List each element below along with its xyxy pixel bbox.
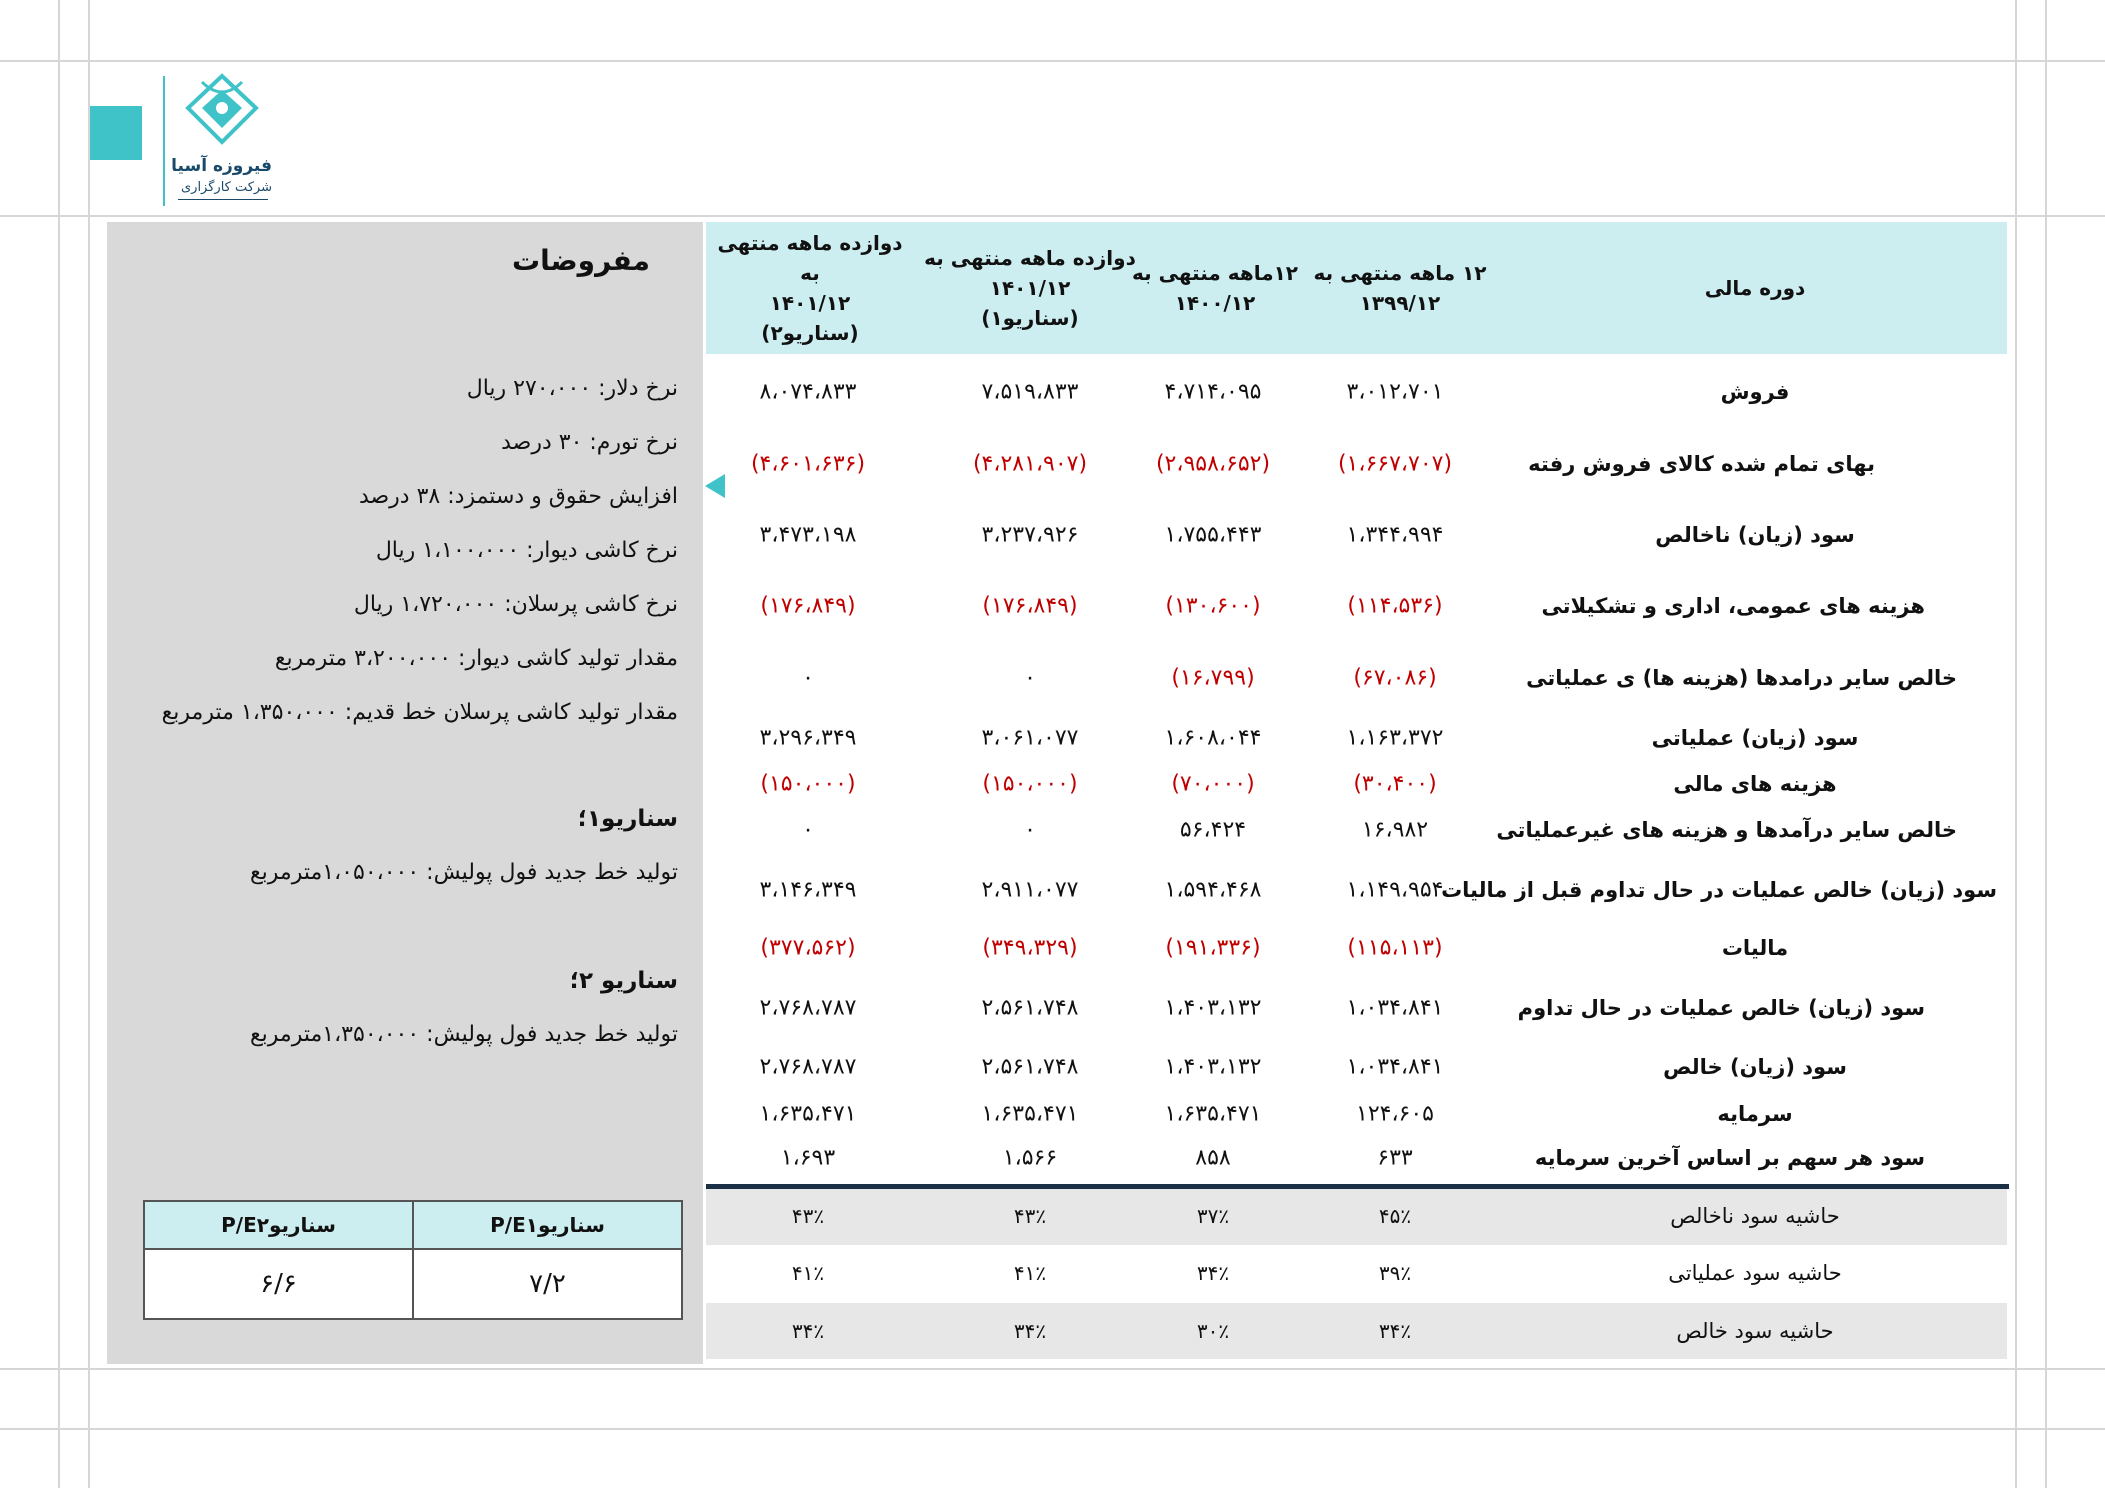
scenario2-title: سناریو ۲؛ bbox=[569, 968, 678, 994]
assumption-wall-tile-volume: مقدار تولید کاشی دیوار: ۳،۲۰۰،۰۰۰ مترمربع bbox=[274, 646, 678, 671]
row-value: ۴،۷۱۴،۰۹۵ bbox=[1164, 379, 1262, 405]
row-value: (۴،۶۰۱،۶۳۶) bbox=[750, 451, 866, 477]
margin-value: ۳۴٪ bbox=[791, 1319, 825, 1343]
row-label: خالص سایر درامدها (هزینه ها) ی عملیاتی bbox=[1526, 666, 1957, 690]
assumptions-title: مفروضات bbox=[511, 244, 650, 277]
margin-label: حاشیه سود ناخالص bbox=[1670, 1204, 1840, 1228]
row-value: ۳،۱۴۶،۳۴۹ bbox=[759, 877, 857, 903]
row-value: (۱۹۱،۳۳۶) bbox=[1165, 935, 1261, 961]
header-col-1401-s2: دوازده ماهه منتهی به ۱۴۰۱/۱۲ (سناریو۲) bbox=[717, 231, 903, 345]
header-period-label: دوره مالی bbox=[1704, 276, 1806, 300]
header-col-1400: ۱۲ماهه منتهی به ۱۴۰۰/۱۲ bbox=[1131, 261, 1299, 315]
pe-value-scenario1: ۷/۲ bbox=[412, 1250, 681, 1318]
pe-header-row bbox=[145, 1202, 681, 1250]
grid-line bbox=[0, 1428, 2105, 1430]
row-value: ۱،۰۳۴،۸۴۱ bbox=[1346, 1054, 1444, 1080]
pe-header-scenario2: P/Eسناریو۲ bbox=[221, 1213, 336, 1237]
scenario1-text: تولید خط جدید فول پولیش: ۱،۰۵۰،۰۰۰مترمربع bbox=[249, 860, 678, 885]
assumption-wage-increase: افزایش حقوق و دستمزد: ۳۸ درصد bbox=[358, 484, 678, 509]
row-label: مالیات bbox=[1721, 936, 1789, 960]
assumption-dollar-rate: نرخ دلار: ۲۷۰،۰۰۰ ریال bbox=[466, 376, 678, 401]
row-label: فروش bbox=[1720, 380, 1790, 404]
row-label: سود (زیان) ناخالص bbox=[1655, 523, 1855, 547]
row-value: ۱،۱۶۳،۳۷۲ bbox=[1346, 725, 1444, 751]
row-value: ۰ bbox=[1024, 665, 1036, 691]
logo-emblem-icon bbox=[172, 72, 272, 152]
margin-value: ۳۹٪ bbox=[1378, 1261, 1412, 1285]
scenario2-text: تولید خط جدید فول پولیش: ۱،۳۵۰،۰۰۰مترمربع bbox=[249, 1022, 678, 1047]
margin-value: ۳۴٪ bbox=[1013, 1319, 1047, 1343]
row-value: (۱۱۵،۱۱۳) bbox=[1347, 935, 1443, 961]
row-value: ۲،۷۶۸،۷۸۷ bbox=[759, 1054, 857, 1080]
assumption-porcelain-price: نرخ کاشی پرسلان: ۱،۷۲۰،۰۰۰ ریال bbox=[353, 592, 678, 617]
margin-value: ۳۴٪ bbox=[1196, 1261, 1230, 1285]
grid-line bbox=[2015, 0, 2017, 1488]
row-value: ۱۶،۹۸۲ bbox=[1361, 817, 1429, 843]
pe-header-scenario1: P/Eسناریو۱ bbox=[412, 1202, 681, 1248]
row-value: (۳۰،۴۰۰) bbox=[1353, 771, 1437, 797]
row-value: ۱،۳۴۴،۹۹۴ bbox=[1346, 522, 1444, 548]
logo-divider bbox=[163, 76, 165, 206]
margin-value: ۴۱٪ bbox=[1013, 1261, 1047, 1285]
margin-value: ۴۳٪ bbox=[1013, 1204, 1047, 1228]
scenario1-title: سناریو۱؛ bbox=[577, 806, 678, 832]
row-value: (۴،۲۸۱،۹۰۷) bbox=[972, 451, 1088, 477]
margin-label: حاشیه سود خالص bbox=[1676, 1319, 1834, 1343]
grid-line bbox=[2045, 0, 2047, 1488]
margin-label: حاشیه سود عملیاتی bbox=[1668, 1261, 1842, 1285]
row-value: (۱۶،۷۹۹) bbox=[1171, 665, 1255, 691]
company-logo bbox=[172, 72, 272, 212]
row-value: (۷۰،۰۰۰) bbox=[1171, 771, 1255, 797]
row-value: ۱،۶۳۵،۴۷۱ bbox=[1164, 1101, 1262, 1127]
header-col-1401-s1: دوازده ماهه منتهی به ۱۴۰۱/۱۲ (سناریو۱) bbox=[924, 246, 1136, 330]
row-label: سود (زیان) عملیاتی bbox=[1651, 726, 1859, 750]
grid-line bbox=[0, 60, 2105, 62]
margin-value: ۳۴٪ bbox=[1378, 1319, 1412, 1343]
row-value: ۱،۶۳۵،۴۷۱ bbox=[759, 1101, 857, 1127]
margin-value: ۳۰٪ bbox=[1196, 1319, 1230, 1343]
row-value: ۰ bbox=[1024, 817, 1036, 843]
row-value: ۲،۵۶۱،۷۴۸ bbox=[981, 1054, 1079, 1080]
row-label: سود هر سهم بر اساس آخرین سرمایه bbox=[1534, 1146, 1925, 1170]
row-label: هزینه های عمومی، اداری و تشکیلاتی bbox=[1541, 594, 1925, 618]
row-value: (۶۷،۰۸۶) bbox=[1353, 665, 1437, 691]
row-value: ۲،۹۱۱،۰۷۷ bbox=[981, 877, 1079, 903]
row-value: (۱۵۰،۰۰۰) bbox=[982, 771, 1078, 797]
row-value: ۱،۶۳۵،۴۷۱ bbox=[981, 1101, 1079, 1127]
row-value: (۲،۹۵۸،۶۵۲) bbox=[1155, 451, 1271, 477]
logo-subtitle: شرکت کارگزاری bbox=[180, 180, 272, 195]
margin-value: ۴۳٪ bbox=[791, 1204, 825, 1228]
row-value: ۰ bbox=[802, 817, 814, 843]
row-value: (۱۷۶،۸۴۹) bbox=[982, 593, 1078, 619]
header-col-1399: ۱۲ ماهه منتهی به ۱۳۹۹/۱۲ bbox=[1313, 261, 1487, 315]
row-value: ۲،۷۶۸،۷۸۷ bbox=[759, 995, 857, 1021]
row-value: ۳،۰۱۲،۷۰۱ bbox=[1346, 379, 1444, 405]
assumption-inflation: نرخ تورم: ۳۰ درصد bbox=[501, 430, 678, 455]
logo-name: فیروزه آسیا bbox=[171, 156, 272, 176]
grid-line bbox=[0, 215, 2105, 217]
logo-underline bbox=[178, 199, 268, 200]
row-label: هزینه های مالی bbox=[1673, 772, 1837, 796]
row-value: ۱۲۴،۶۰۵ bbox=[1356, 1101, 1434, 1127]
margin-value: ۴۱٪ bbox=[791, 1261, 825, 1285]
row-value: ۳،۰۶۱،۰۷۷ bbox=[981, 725, 1079, 751]
row-label: خالص سایر درآمدها و هزینه های غیرعملیاتی bbox=[1496, 818, 1957, 842]
row-value: ۱،۴۰۳،۱۳۲ bbox=[1164, 995, 1262, 1021]
row-value: ۱،۱۴۹،۹۵۴ bbox=[1346, 877, 1444, 903]
row-value: (۱۵۰،۰۰۰) bbox=[760, 771, 856, 797]
row-value: ۸،۰۷۴،۸۳۳ bbox=[759, 379, 857, 405]
row-value: (۳۷۷،۵۶۲) bbox=[760, 935, 856, 961]
teal-marker bbox=[90, 106, 142, 160]
grid-line bbox=[58, 0, 60, 1488]
row-value: ۱،۰۳۴،۸۴۱ bbox=[1346, 995, 1444, 1021]
row-value: ۷،۵۱۹،۸۳۳ bbox=[981, 379, 1079, 405]
grid-line bbox=[88, 0, 90, 1488]
row-value: ۱،۵۶۶ bbox=[1002, 1145, 1058, 1171]
row-value: ۱،۶۰۸،۰۴۴ bbox=[1164, 725, 1262, 751]
row-value: ۳،۴۷۳،۱۹۸ bbox=[759, 522, 857, 548]
row-value: (۱،۶۶۷،۷۰۷) bbox=[1337, 451, 1453, 477]
row-value: ۱،۵۹۴،۴۶۸ bbox=[1164, 877, 1262, 903]
row-value: (۱۱۴،۵۳۶) bbox=[1347, 593, 1443, 619]
pe-table bbox=[143, 1200, 683, 1320]
row-value: ۳،۲۳۷،۹۲۶ bbox=[981, 522, 1079, 548]
row-value: ۵۶،۴۲۴ bbox=[1179, 817, 1247, 843]
row-value: ۲،۵۶۱،۷۴۸ bbox=[981, 995, 1079, 1021]
triangle-marker-icon bbox=[705, 474, 725, 498]
row-value: (۳۴۹،۳۲۹) bbox=[982, 935, 1078, 961]
margin-value: ۳۷٪ bbox=[1196, 1204, 1230, 1228]
pe-value-row bbox=[145, 1250, 681, 1318]
row-label: سود (زیان) خالص bbox=[1663, 1055, 1847, 1079]
row-value: ۳،۲۹۶،۳۴۹ bbox=[759, 725, 857, 751]
assumption-porcelain-volume: مقدار تولید کاشی پرسلان خط قدیم: ۱،۳۵۰،۰۰۰ مترمربع bbox=[161, 700, 678, 725]
row-label: بهای تمام شده کالای فروش رفته bbox=[1528, 452, 1875, 476]
row-value: ۸۵۸ bbox=[1195, 1145, 1231, 1171]
row-value: (۱۳۰،۶۰۰) bbox=[1165, 593, 1261, 619]
row-value: (۱۷۶،۸۴۹) bbox=[760, 593, 856, 619]
row-value: ۰ bbox=[802, 665, 814, 691]
row-value: ۱،۶۹۳ bbox=[780, 1145, 836, 1171]
pe-value-scenario2: ۶/۶ bbox=[260, 1269, 297, 1299]
row-value: ۶۳۳ bbox=[1377, 1145, 1413, 1171]
margin-value: ۴۵٪ bbox=[1378, 1204, 1412, 1228]
row-label: سرمایه bbox=[1717, 1102, 1793, 1126]
row-value: ۱،۴۰۳،۱۳۲ bbox=[1164, 1054, 1262, 1080]
row-label: سود (زیان) خالص عملیات در حال تداوم bbox=[1517, 996, 1925, 1020]
row-label: سود (زیان) خالص عملیات در حال تداوم قبل از مالیات bbox=[1441, 878, 1997, 902]
grid-line bbox=[0, 1368, 2105, 1370]
assumption-wall-tile-price: نرخ کاشی دیوار: ۱،۱۰۰،۰۰۰ ریال bbox=[375, 538, 678, 563]
row-value: ۱،۷۵۵،۴۴۳ bbox=[1164, 522, 1262, 548]
